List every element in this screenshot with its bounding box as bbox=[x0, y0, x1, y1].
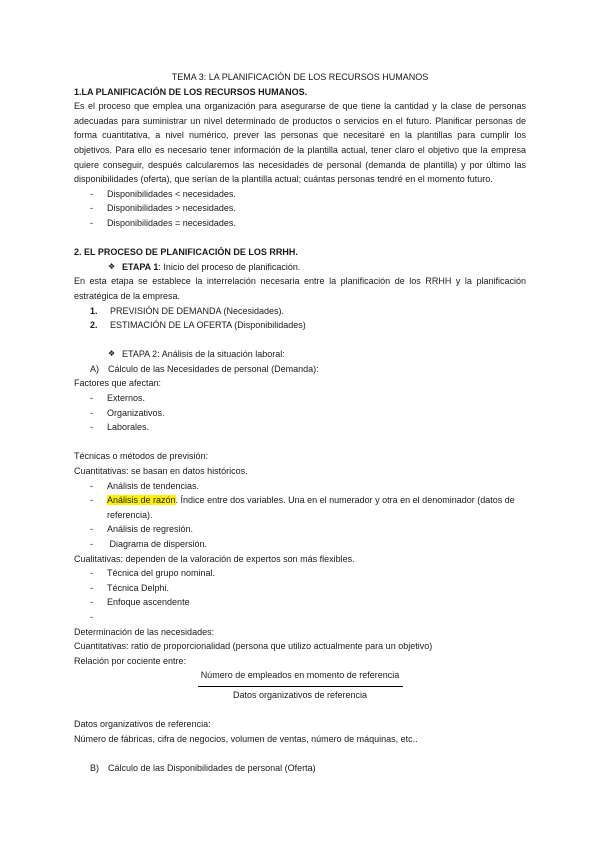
list-item: - Externos. bbox=[74, 391, 526, 406]
cualitativas-heading: Cualitativas: dependen de la valoración de expertos son más flexibles. bbox=[74, 553, 355, 564]
diamond-bullet-icon: ❖ bbox=[108, 349, 116, 359]
etapa-1: ❖ ETAPA 1: Inicio del proceso de planificación. bbox=[74, 260, 526, 275]
numbered-item: 2. ESTIMACIÓN DE LA OFERTA (Disponibilidades) bbox=[90, 320, 306, 331]
etapa-1-paragraph: En esta etapa se establece la interrelación necesaria entre la planificación de los RRHH y la planificación estratégica de la empresa. bbox=[74, 276, 526, 301]
datos-heading: Datos organizativos de referencia: bbox=[74, 719, 211, 730]
subsection-a: A) Cálculo de las Necesidades de personal (Demanda): bbox=[90, 363, 319, 374]
highlighted-term: Análisis de razón bbox=[107, 495, 176, 506]
dash-bullet: - bbox=[90, 393, 93, 404]
dash-bullet: - bbox=[90, 495, 93, 506]
cuantitativas-heading: Cuantitativas: se basan en datos históricos. bbox=[74, 466, 248, 477]
dash-bullet: - bbox=[90, 407, 93, 418]
dash-bullet: - bbox=[90, 611, 93, 622]
diamond-bullet-icon: ❖ bbox=[108, 261, 116, 271]
list-item: - Técnica Delphi. bbox=[74, 581, 526, 596]
fraction-line bbox=[198, 686, 403, 687]
dash-bullet: - bbox=[90, 203, 93, 214]
etapa-2: ❖ ETAPA 2: Análisis de la situación laboral: bbox=[74, 347, 526, 362]
dash-bullet: - bbox=[90, 217, 93, 228]
dash-bullet: - bbox=[90, 539, 93, 549]
dash-bullet: - bbox=[90, 597, 93, 608]
dash-bullet: - bbox=[90, 582, 93, 593]
document-title: TEMA 3: LA PLANIFICACIÓN DE LOS RECURSOS HUMANOS bbox=[171, 72, 429, 82]
ratio-fraction bbox=[74, 668, 526, 702]
tecnicas-heading: Técnicas o métodos de previsión: bbox=[74, 451, 209, 462]
dash-bullet: - bbox=[90, 188, 93, 199]
list-item: - Técnica del grupo nominal. bbox=[74, 566, 526, 581]
section-1-paragraph: Es el proceso que emplea una organización para asegurarse de que tiene la cantidad y la clase de personas adecuadas para suministrar un nivel determinado de productos o servicios en el futuro. Planificar personas de forma cuantitativa, a nivel numérico, prever las personas que necesitaré en la plantillas para cumplir los objetivos. Para ello es necesario tener información de la plantilla actual, tener claro el objetivo que la empresa quiere conseguir, después calcularemos las necesidades de personal (demanda de plantilla) y por último las disponibilidades (oferta), que serían de la plantilla actual; cuántas personas tendré en el momento futuro. bbox=[74, 101, 526, 185]
relacion-heading: Relación por cociente entre: bbox=[74, 655, 187, 666]
dash-bullet: - bbox=[90, 422, 93, 433]
dash-bullet: - bbox=[90, 568, 93, 579]
list-item: - Organizativos. bbox=[74, 406, 526, 421]
list-item: - Análisis de razón. Índice entre dos variables. Una en el numerador y otra en el denominador (datos de referencia). bbox=[74, 493, 526, 522]
cuantitativas-ratio: Cuantitativas: ratio de proporcionalidad (persona que utilizo actualmente para un objetivo) bbox=[74, 641, 433, 652]
section-1-heading: 1.LA PLANIFICACIÓN DE LOS RECURSOS HUMANOS. bbox=[74, 86, 308, 97]
list-item: - Disponibilidades < necesidades. bbox=[74, 187, 526, 202]
list-item: - Análisis de tendencias. bbox=[74, 479, 526, 494]
determinacion-heading: Determinación de las necesidades: bbox=[74, 626, 215, 637]
list-item: - Diagrama de dispersión. bbox=[74, 537, 526, 552]
list-item: - Laborales. bbox=[74, 420, 526, 435]
ratio-denominator: Datos organizativos de referencia bbox=[232, 689, 368, 700]
section-2-heading: 2. EL PROCESO DE PLANIFICACIÓN DE LOS RRHH. bbox=[74, 247, 298, 258]
list-item: - Disponibilidades > necesidades. bbox=[74, 201, 526, 216]
list-item bbox=[74, 610, 526, 625]
subsection-b: B) Cálculo de las Disponibilidades de personal (Oferta) bbox=[90, 762, 316, 773]
list-item: - Disponibilidades = necesidades. bbox=[74, 216, 526, 231]
ratio-numerator: Número de empleados en momento de referencia bbox=[200, 670, 400, 681]
datos-text: Número de fábricas, cifra de negocios, volumen de ventas, número de máquinas, etc.. bbox=[74, 733, 418, 744]
dash-bullet: - bbox=[90, 524, 93, 535]
factores-heading: Factores que afectan: bbox=[74, 378, 162, 389]
list-item: - Enfoque ascendente bbox=[74, 595, 526, 610]
numbered-item: 1. PREVISIÓN DE DEMANDA (Necesidades). bbox=[90, 305, 285, 316]
dash-bullet: - bbox=[90, 480, 93, 491]
list-item: - Análisis de regresión. bbox=[74, 522, 526, 537]
